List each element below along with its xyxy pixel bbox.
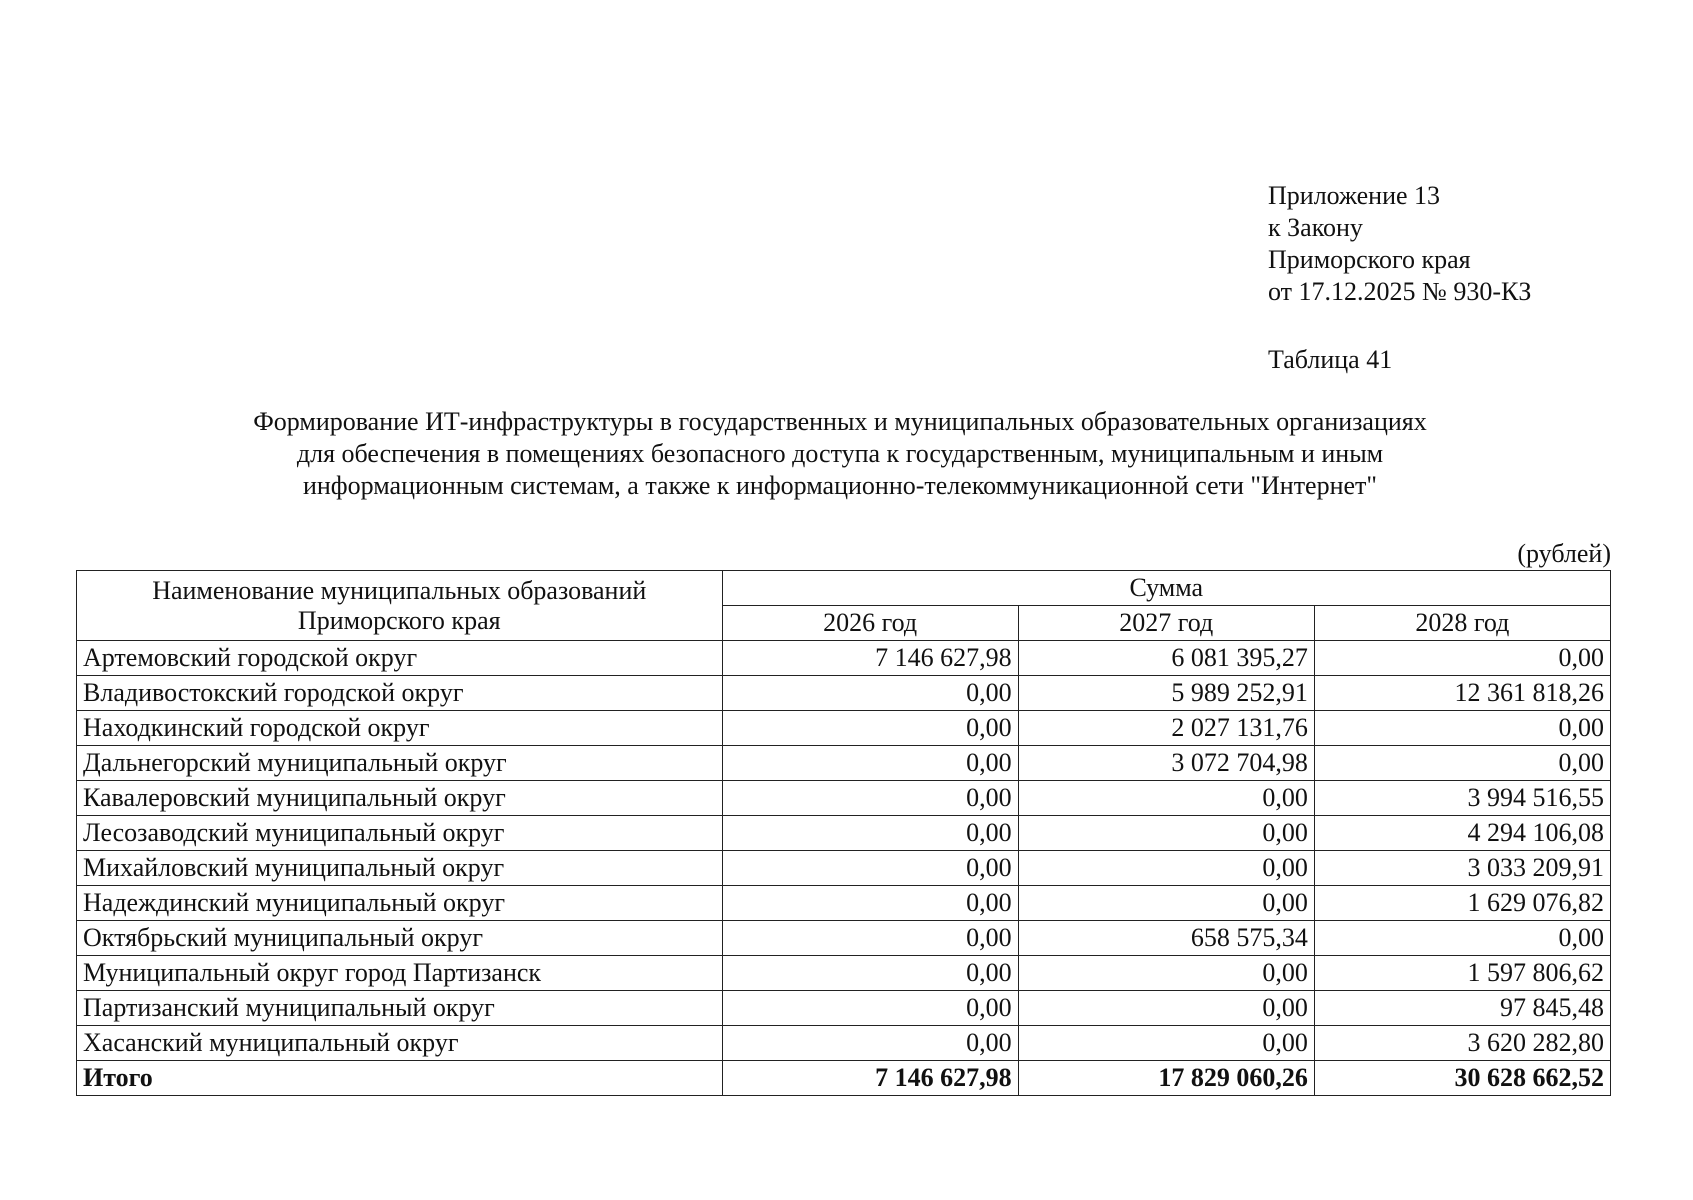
appendix-line: от 17.12.2025 № 930-КЗ (1268, 277, 1532, 306)
table-row (77, 886, 1611, 921)
table-row (77, 816, 1611, 851)
table-row (77, 956, 1611, 991)
total-amount-cell: 17 829 060,26 (1018, 1061, 1314, 1096)
table-row (77, 991, 1611, 1026)
table-body (77, 641, 1611, 1096)
amount-cell: 0,00 (722, 921, 1018, 956)
municipality-name: Лесозаводский муниципальный округ (77, 816, 723, 851)
amount-cell: 0,00 (1314, 711, 1610, 746)
municipality-name: Надеждинский муниципальный округ (77, 886, 723, 921)
table-row (77, 1026, 1611, 1061)
appendix-line: Приложение 13 (1268, 181, 1441, 210)
amount-cell: 97 845,48 (1314, 991, 1610, 1026)
amount-cell: 3 033 209,91 (1314, 851, 1610, 886)
document-title (100, 406, 1580, 502)
municipality-name: Находкинский городской округ (77, 711, 723, 746)
total-amount-cell: 7 146 627,98 (722, 1061, 1018, 1096)
municipality-name: Партизанский муниципальный округ (77, 991, 723, 1026)
municipality-name: Владивостокский городской округ (77, 676, 723, 711)
amount-cell: 0,00 (1314, 921, 1610, 956)
amount-cell: 0,00 (1018, 886, 1314, 921)
amount-cell: 4 294 106,08 (1314, 816, 1610, 851)
municipality-name: Хасанский муниципальный округ (77, 1026, 723, 1061)
amount-cell: 1 629 076,82 (1314, 886, 1610, 921)
amount-cell: 658 575,34 (1018, 921, 1314, 956)
column-header-year: 2026 год (722, 606, 1018, 641)
total-amount-cell: 30 628 662,52 (1314, 1061, 1610, 1096)
column-header-name: Наименование муниципальных образований Приморского края (77, 571, 723, 641)
amount-cell: 0,00 (722, 676, 1018, 711)
amount-cell: 6 081 395,27 (1018, 641, 1314, 676)
amount-cell: 0,00 (1018, 1026, 1314, 1061)
budget-table (76, 570, 1611, 1096)
table-number: Таблица 41 (1268, 345, 1393, 374)
amount-cell: 1 597 806,62 (1314, 956, 1610, 991)
municipality-name: Муниципальный округ город Партизанск (77, 956, 723, 991)
amount-cell: 3 620 282,80 (1314, 1026, 1610, 1061)
amount-cell: 12 361 818,26 (1314, 676, 1610, 711)
column-header-year: 2027 год (1018, 606, 1314, 641)
amount-cell: 0,00 (722, 851, 1018, 886)
column-header-sum: Сумма (722, 571, 1610, 606)
table-row (77, 921, 1611, 956)
appendix-line: к Закону (1268, 213, 1363, 242)
table-row (77, 711, 1611, 746)
table-row (77, 781, 1611, 816)
table-row (77, 746, 1611, 781)
municipality-name: Михайловский муниципальный округ (77, 851, 723, 886)
amount-cell: 0,00 (1018, 781, 1314, 816)
amount-cell: 0,00 (722, 956, 1018, 991)
appendix-block (1268, 180, 1531, 308)
amount-cell: 0,00 (1018, 956, 1314, 991)
amount-cell: 0,00 (1314, 641, 1610, 676)
table-row (77, 641, 1611, 676)
title-line: Формирование ИТ-инфраструктуры в государственных и муниципальных образовательных организациях (253, 407, 1427, 436)
column-header-year: 2028 год (1314, 606, 1610, 641)
amount-cell: 3 072 704,98 (1018, 746, 1314, 781)
amount-cell: 0,00 (722, 886, 1018, 921)
amount-cell: 5 989 252,91 (1018, 676, 1314, 711)
amount-cell: 0,00 (1018, 851, 1314, 886)
amount-cell: 0,00 (722, 746, 1018, 781)
title-line: информационным системам, а также к информационно-телекоммуникационной сети "Интернет" (302, 471, 1378, 500)
amount-cell: 0,00 (722, 781, 1018, 816)
amount-cell: 0,00 (1018, 816, 1314, 851)
total-label: Итого (77, 1061, 723, 1096)
amount-cell: 0,00 (722, 991, 1018, 1026)
title-line: для обеспечения в помещениях безопасного доступа к государственным, муниципальным и иным (296, 439, 1384, 468)
amount-cell: 0,00 (1018, 991, 1314, 1026)
units-label: (рублей) (1517, 539, 1611, 568)
municipality-name: Кавалеровский муниципальный округ (77, 781, 723, 816)
amount-cell: 0,00 (722, 816, 1018, 851)
municipality-name: Артемовский городской округ (77, 641, 723, 676)
amount-cell: 7 146 627,98 (722, 641, 1018, 676)
municipality-name: Октябрьский муниципальный округ (77, 921, 723, 956)
appendix-line: Приморского края (1268, 245, 1471, 274)
amount-cell: 3 994 516,55 (1314, 781, 1610, 816)
municipality-name: Дальнегорский муниципальный округ (77, 746, 723, 781)
total-row (77, 1061, 1611, 1096)
table-row (77, 676, 1611, 711)
amount-cell: 0,00 (1314, 746, 1610, 781)
table-row (77, 851, 1611, 886)
amount-cell: 0,00 (722, 1026, 1018, 1061)
amount-cell: 2 027 131,76 (1018, 711, 1314, 746)
amount-cell: 0,00 (722, 711, 1018, 746)
